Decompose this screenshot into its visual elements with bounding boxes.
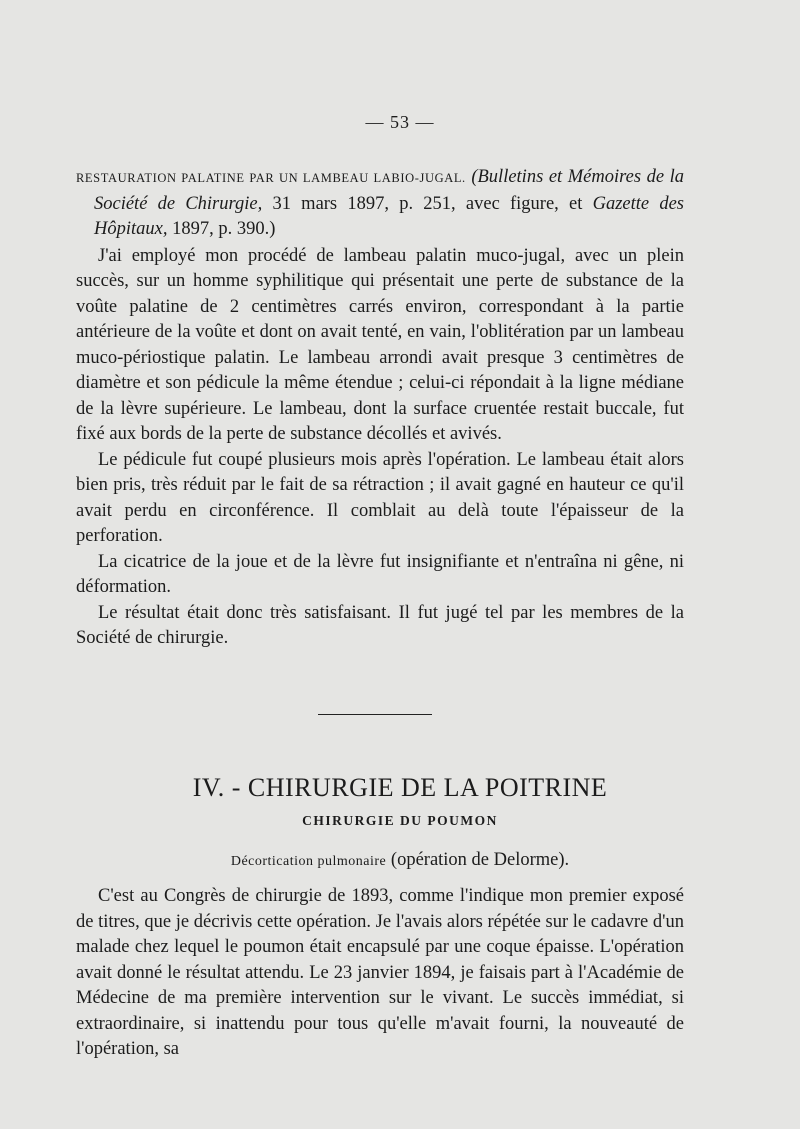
paragraph: C'est au Congrès de chirurgie de 1893, comme l'indique mon premier exposé de titres, que je décrivis cette opération. Je l'avais alors répétée sur le cadavre d'un malade chez lequel le poumon était encapsulé par une coque épaisse. L'opération avait donné le résultat attendu. Le 23 janvier 1894, je faisais part à l'Académie de Médecine de ma première intervention sur le vivant. Le succès immédiat, si extraordinaire, si inattendu pour tous qu'elle m'avait fourni, la nouveauté de l'opération, sa [76,886,684,1059]
section-divider [318,714,432,715]
section-title: CHIRURGIE DU POUMON [302,813,498,828]
lower-section [76,884,684,1063]
subsection-title [0,850,800,871]
paragraph: J'ai employé mon procédé de lambeau palatin muco-jugal, avec un plein succès, sur un homme syphilitique qui présentait une perte de substance de la voûte palatine de 2 centimètres carrés environ, correspondant à la partie antérieure de la voûte et dont on avait tenté, en vain, l'oblitération par un lambeau muco-périostique palatin. Le lambeau arrondi avait presque 3 centimètres de diamètre et son pédicule la même étendue ; celui-ci répondait à la ligne médiane de la lèvre supérieure. Le lambeau, dont la surface cruentée restait buccale, fut fixé aux bords de la perte de substance décollés et avivés. [76,245,684,444]
paragraph: La cicatrice de la joue et de la lèvre fut insignifiante et n'entraîna ni gêne, ni déformation. [76,551,684,597]
reference-title: RESTAURATION PALATINE PAR UN LAMBEAU LABIO-JUGAL. [76,171,466,185]
citation-page: 1897, p. 390.) [167,219,276,239]
subtitle-caps: Décortication pulmonaire [230,854,387,869]
chapter-title: IV. - CHIRURGIE DE LA POITRINE [192,773,608,802]
paragraph: Le résultat était donc très satisfaisant. Il fut jugé tel par les membres de la Société de chirurgie. [76,602,684,648]
upper-section [76,165,684,652]
citation-journal: (Bulletins et Mémoires de la Société de Chirurgie, [94,167,684,214]
reference-heading [76,165,684,243]
paragraph: Le pédicule fut coupé plusieurs mois après l'opération. Le lambeau était alors bien pris, très réduit par le fait de sa rétraction ; il avait gagné en hauteur ce qu'il avait perdu en circonférence. Il comblait au delà toute l'épaisseur de la perforation. [76,449,684,546]
citation-date: 31 mars 1897, p. 251, avec figure, et [262,193,593,214]
subtitle-rest: (opération de Delorme). [386,850,570,870]
page-number: — 53 — [365,112,435,132]
citation-gazette: Gazette des Hôpitaux, [94,193,684,239]
